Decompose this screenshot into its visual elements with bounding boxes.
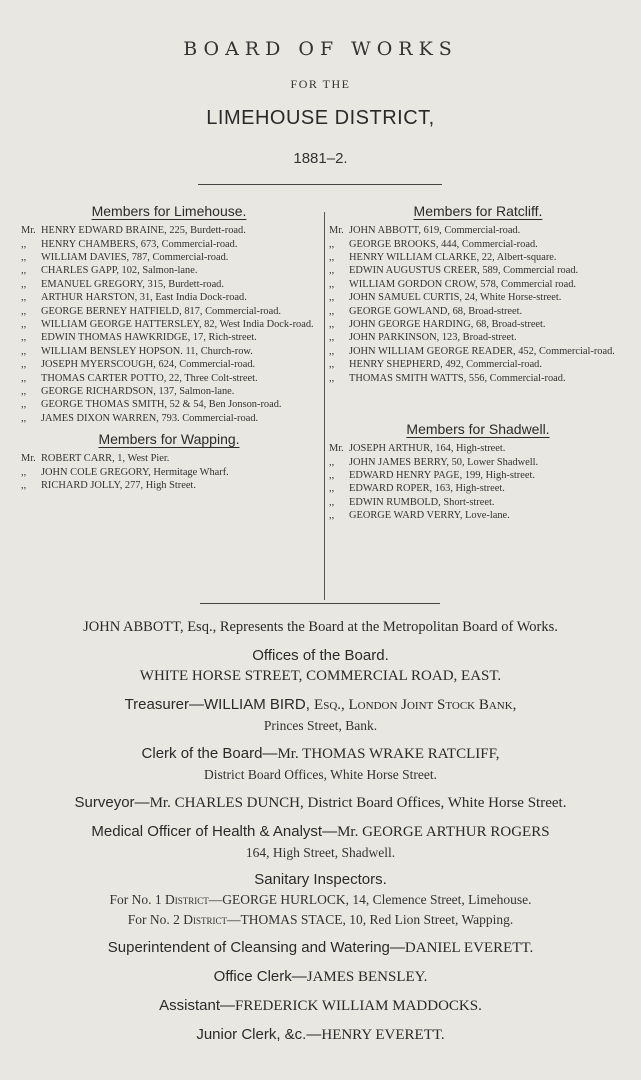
representative-line: JOHN ABBOTT, Esq., Represents the Board at the Metropolitan Board of Works.	[83, 619, 558, 635]
member-prefix: ,,	[329, 319, 335, 331]
member-prefix: ,,	[21, 278, 27, 290]
member-entry	[329, 373, 627, 384]
member-name-address: ROBERT CARR, 1, West Pier.	[41, 453, 170, 465]
member-name-address: JOHN GEORGE HARDING, 68, Broad-street.	[349, 319, 546, 331]
member-prefix: ,,	[329, 238, 335, 250]
member-entry	[21, 292, 317, 303]
member-name-address: JOHN ABBOTT, 619, Commercial-road.	[349, 225, 521, 237]
member-entry	[21, 413, 317, 424]
member-name-address: WILLIAM BENSLEY HOPSON. 11, Church-row.	[41, 345, 253, 357]
medical-officer-line: Medical Officer of Health & Analyst—Mr. GEORGE ARTHUR ROGERS	[91, 823, 550, 840]
member-entry	[329, 443, 627, 454]
member-prefix: ,,	[329, 305, 335, 317]
office-clerk-line: Office Clerk—JAMES BENSLEY.	[213, 968, 428, 985]
member-prefix: ,,	[21, 305, 27, 317]
member-name-address: HENRY WILLIAM CLARKE, 22, Albert-square.	[349, 252, 557, 264]
member-entry	[329, 457, 627, 468]
member-name-address: EMANUEL GREGORY, 315, Burdett-road.	[41, 278, 224, 290]
member-name-address: JOHN COLE GREGORY, Hermitage Wharf.	[41, 466, 229, 478]
member-entry	[21, 252, 317, 263]
member-name-address: GEORGE BROOKS, 444, Commercial-road.	[349, 238, 538, 250]
offices-address: WHITE HORSE STREET, COMMERCIAL ROAD, EAST.	[139, 668, 502, 684]
officers-section	[0, 618, 641, 1044]
member-name-address: GEORGE GOWLAND, 68, Broad-street.	[349, 305, 523, 317]
offices-heading: Offices of the Board.	[252, 647, 389, 664]
member-prefix: ,,	[329, 483, 335, 495]
member-entry	[21, 467, 317, 478]
member-prefix: ,,	[329, 456, 335, 468]
middle-divider	[200, 603, 440, 604]
member-prefix: ,,	[329, 496, 335, 508]
clerk-line: Clerk of the Board—Mr. THOMAS WRAKE RATCLIFF,	[141, 745, 500, 762]
district-title: LIMEHOUSE DISTRICT,	[206, 107, 435, 129]
ratcliff-heading: Members for Ratcliff.	[413, 203, 543, 219]
member-entry	[21, 319, 317, 330]
member-prefix: ,,	[329, 332, 335, 344]
member-entry	[21, 265, 317, 276]
member-entry	[21, 332, 317, 343]
ratcliff-members	[329, 225, 627, 384]
member-prefix: ,,	[21, 359, 27, 371]
member-prefix: ,,	[329, 469, 335, 481]
member-prefix: ,,	[329, 278, 335, 290]
member-prefix: Mr.	[329, 225, 344, 237]
top-divider	[198, 184, 442, 185]
member-name-address: HENRY CHAMBERS, 673, Commercial-road.	[41, 238, 238, 250]
wapping-members	[21, 453, 317, 491]
right-column	[329, 203, 627, 524]
junior-clerk-line: Junior Clerk, &c.—HENRY EVERETT.	[196, 1026, 445, 1043]
member-entry	[21, 373, 317, 384]
member-prefix: ,,	[21, 292, 27, 304]
surveyor-line: Surveyor—Mr. CHARLES DUNCH, District Board Offices, White Horse Street.	[74, 794, 567, 811]
limehouse-members	[21, 225, 317, 424]
member-prefix: ,,	[21, 319, 27, 331]
member-prefix: ,,	[21, 252, 27, 264]
treasurer-address: Princes Street, Bank.	[263, 718, 378, 733]
member-prefix: ,,	[21, 480, 27, 492]
member-name-address: GEORGE WARD VERRY, Love-lane.	[349, 510, 510, 522]
member-entry	[21, 279, 317, 290]
treasurer-line: Treasurer—WILLIAM BIRD, Esq., London Joint Stock Bank,	[124, 696, 517, 713]
member-entry	[329, 265, 627, 276]
member-entry	[329, 279, 627, 290]
member-name-address: JOHN PARKINSON, 123, Broad-street.	[349, 332, 517, 344]
member-prefix: Mr.	[329, 443, 344, 455]
member-entry	[21, 399, 317, 410]
member-prefix: ,,	[21, 466, 27, 478]
member-name-address: WILLIAM GEORGE HATTERSLEY, 82, West India Dock-road.	[41, 319, 314, 331]
member-prefix: ,,	[329, 345, 335, 357]
document-title: BOARD OF WORKS	[183, 38, 458, 60]
wapping-heading: Members for Wapping.	[98, 431, 240, 448]
member-name-address: ARTHUR HARSTON, 31, East India Dock-road.	[41, 292, 247, 304]
member-prefix: ,,	[329, 359, 335, 371]
member-prefix: ,,	[21, 345, 27, 357]
member-name-address: THOMAS CARTER POTTO, 22, Three Colt-street.	[41, 372, 258, 384]
member-name-address: GEORGE THOMAS SMITH, 52 & 54, Ben Jonson-road.	[41, 399, 282, 411]
member-entry	[329, 225, 627, 236]
member-entry	[21, 346, 317, 357]
member-entry	[329, 306, 627, 317]
sanitary-heading: Sanitary Inspectors.	[254, 871, 387, 888]
member-name-address: THOMAS SMITH WATTS, 556, Commercial-road.	[349, 372, 566, 384]
member-entry	[329, 359, 627, 370]
member-name-address: JOHN JAMES BERRY, 50, Lower Shadwell.	[349, 456, 539, 468]
member-name-address: RICHARD JOLLY, 277, High Street.	[41, 480, 196, 492]
member-prefix: ,,	[21, 372, 27, 384]
superintendent-line: Superintendent of Cleansing and Watering—DANIEL EVERETT.	[107, 939, 534, 956]
clerk-address: District Board Offices, White Horse Street.	[203, 767, 438, 782]
member-entry	[21, 306, 317, 317]
member-entry	[329, 470, 627, 481]
inspector-2-line: For No. 2 District—THOMAS STACE, 10, Red Lion Street, Wapping.	[127, 912, 514, 927]
member-entry	[329, 319, 627, 330]
inspector-1-line: For No. 1 District—GEORGE HURLOCK, 14, Clemence Street, Limehouse.	[109, 892, 532, 907]
shadwell-members	[329, 443, 627, 521]
member-prefix: ,,	[21, 265, 27, 277]
member-name-address: EDWIN RUMBOLD, Short-street.	[349, 496, 495, 508]
member-prefix: ,,	[21, 332, 27, 344]
member-name-address: WILLIAM DAVIES, 787, Commercial-road.	[41, 252, 229, 264]
member-prefix: ,,	[329, 372, 335, 384]
member-entry	[329, 292, 627, 303]
member-entry	[329, 497, 627, 508]
member-entry	[21, 359, 317, 370]
year-line: 1881–2.	[293, 150, 348, 167]
member-prefix: ,,	[329, 265, 335, 277]
member-prefix: ,,	[21, 399, 27, 411]
member-prefix: ,,	[329, 292, 335, 304]
member-entry	[329, 332, 627, 343]
member-entry	[21, 386, 317, 397]
limehouse-heading: Members for Limehouse.	[91, 203, 247, 219]
column-divider	[324, 212, 325, 600]
member-name-address: JOHN SAMUEL CURTIS, 24, White Horse-street.	[349, 292, 562, 304]
member-prefix: ,,	[21, 238, 27, 250]
left-column	[21, 203, 317, 494]
member-prefix: ,,	[21, 412, 27, 424]
member-entry	[21, 453, 317, 464]
member-name-address: EDWIN THOMAS HAWKRIDGE, 17, Rich-street.	[41, 332, 257, 344]
member-name-address: GEORGE BERNEY HATFIELD, 817, Commercial-road.	[41, 305, 282, 317]
member-name-address: HENRY SHEPHERD, 492, Commercial-road.	[349, 359, 542, 371]
member-name-address: EDWARD HENRY PAGE, 199, High-street.	[349, 469, 535, 481]
member-name-address: WILLIAM GORDON CROW, 578, Commercial road.	[349, 278, 577, 290]
member-entry	[329, 252, 627, 263]
member-prefix: ,,	[329, 510, 335, 522]
member-prefix: Mr.	[21, 225, 36, 237]
member-prefix: Mr.	[21, 453, 36, 465]
member-name-address: JAMES DIXON WARREN, 793. Commercial-road.	[41, 412, 259, 424]
member-name-address: JOSEPH MYERSCOUGH, 624, Commercial-road.	[41, 359, 256, 371]
member-name-address: JOHN WILLIAM GEORGE READER, 452, Commercial-road.	[349, 345, 615, 357]
member-entry	[329, 510, 627, 521]
medical-officer-address: 164, High Street, Shadwell.	[245, 845, 396, 860]
member-name-address: EDWIN AUGUSTUS CREER, 589, Commercial road.	[349, 265, 579, 277]
member-entry	[329, 483, 627, 494]
member-name-address: JOSEPH ARTHUR, 164, High-street.	[349, 443, 506, 455]
member-prefix: ,,	[21, 385, 27, 397]
member-name-address: GEORGE RICHARDSON, 137, Salmon-lane.	[41, 385, 235, 397]
member-entry	[329, 239, 627, 250]
member-prefix: ,,	[329, 252, 335, 264]
assistant-line: Assistant—FREDERICK WILLIAM MADDOCKS.	[159, 997, 482, 1014]
shadwell-heading: Members for Shadwell.	[406, 420, 550, 437]
member-name-address: HENRY EDWARD BRAINE, 225, Burdett-road.	[41, 225, 246, 237]
member-entry	[21, 239, 317, 250]
member-entry	[329, 346, 627, 357]
member-name-address: EDWARD ROPER, 163, High-street.	[349, 483, 505, 495]
member-entry	[21, 480, 317, 491]
member-entry	[21, 225, 317, 236]
for-the-line: FOR THE	[290, 77, 351, 91]
member-name-address: CHARLES GAPP, 102, Salmon-lane.	[41, 265, 198, 277]
